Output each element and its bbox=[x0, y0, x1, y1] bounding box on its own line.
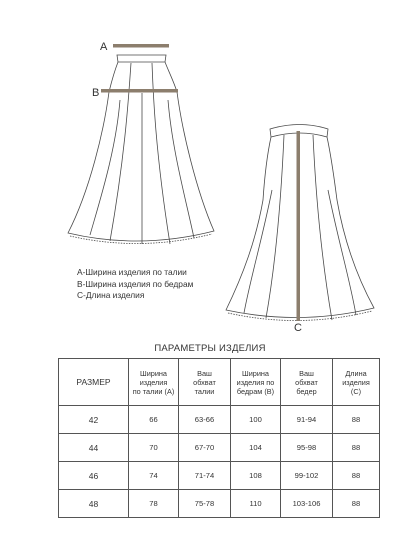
cell-size: 42 bbox=[59, 406, 129, 434]
table-row bbox=[59, 406, 380, 434]
cell-your-waist: 63-66 bbox=[179, 406, 231, 434]
cell-waist-width: 66 bbox=[129, 406, 179, 434]
cell-your-hips: 95-98 bbox=[281, 434, 333, 462]
cell-length: 88 bbox=[333, 462, 380, 490]
cell-length: 88 bbox=[333, 490, 380, 518]
marker-b: B bbox=[92, 87, 100, 99]
hip-measure-line bbox=[101, 89, 178, 93]
cell-your-waist: 67-70 bbox=[179, 434, 231, 462]
cell-hip-width: 108 bbox=[231, 462, 281, 490]
header-size: РАЗМЕР bbox=[59, 359, 129, 406]
header-waist-width: Ширина изделия по талии (А) bbox=[129, 359, 179, 406]
cell-size: 48 bbox=[59, 490, 129, 518]
marker-c: C bbox=[294, 322, 302, 334]
cell-size: 46 bbox=[59, 462, 129, 490]
table-title: ПАРАМЕТРЫ ИЗДЕЛИЯ bbox=[154, 343, 266, 354]
cell-size: 44 bbox=[59, 434, 129, 462]
cell-your-hips: 103-106 bbox=[281, 490, 333, 518]
size-parameters-table bbox=[58, 358, 380, 518]
cell-length: 88 bbox=[333, 434, 380, 462]
table-row bbox=[59, 434, 380, 462]
length-measure-line bbox=[297, 131, 301, 321]
legend-item-a: A-Ширина изделия по талии bbox=[77, 267, 187, 277]
cell-waist-width: 74 bbox=[129, 462, 179, 490]
cell-length: 88 bbox=[333, 406, 380, 434]
table-row bbox=[59, 462, 380, 490]
legend-item-c: C-Длина изделия bbox=[77, 290, 145, 300]
cell-hip-width: 100 bbox=[231, 406, 281, 434]
waist-measure-line bbox=[113, 44, 169, 48]
measurement-legend bbox=[77, 267, 193, 302]
cell-your-waist: 71-74 bbox=[179, 462, 231, 490]
legend-item-b: B-Ширина изделия по бедрам bbox=[77, 278, 194, 289]
header-your-waist: Ваш обхват талии bbox=[179, 359, 231, 406]
skirt-front-view bbox=[68, 55, 214, 244]
cell-your-hips: 99-102 bbox=[281, 462, 333, 490]
cell-your-hips: 91-94 bbox=[281, 406, 333, 434]
header-length: Длина изделия (С) bbox=[333, 359, 380, 406]
cell-hip-width: 104 bbox=[231, 434, 281, 462]
cell-hip-width: 110 bbox=[231, 490, 281, 518]
table-header-row bbox=[59, 359, 380, 406]
marker-a: A bbox=[100, 41, 108, 53]
cell-waist-width: 78 bbox=[129, 490, 179, 518]
header-hip-width: Ширина изделия по бедрам (B) bbox=[231, 359, 281, 406]
cell-your-waist: 75-78 bbox=[179, 490, 231, 518]
header-your-hips: Ваш обхват бедер bbox=[281, 359, 333, 406]
table-row bbox=[59, 490, 380, 518]
cell-waist-width: 70 bbox=[129, 434, 179, 462]
